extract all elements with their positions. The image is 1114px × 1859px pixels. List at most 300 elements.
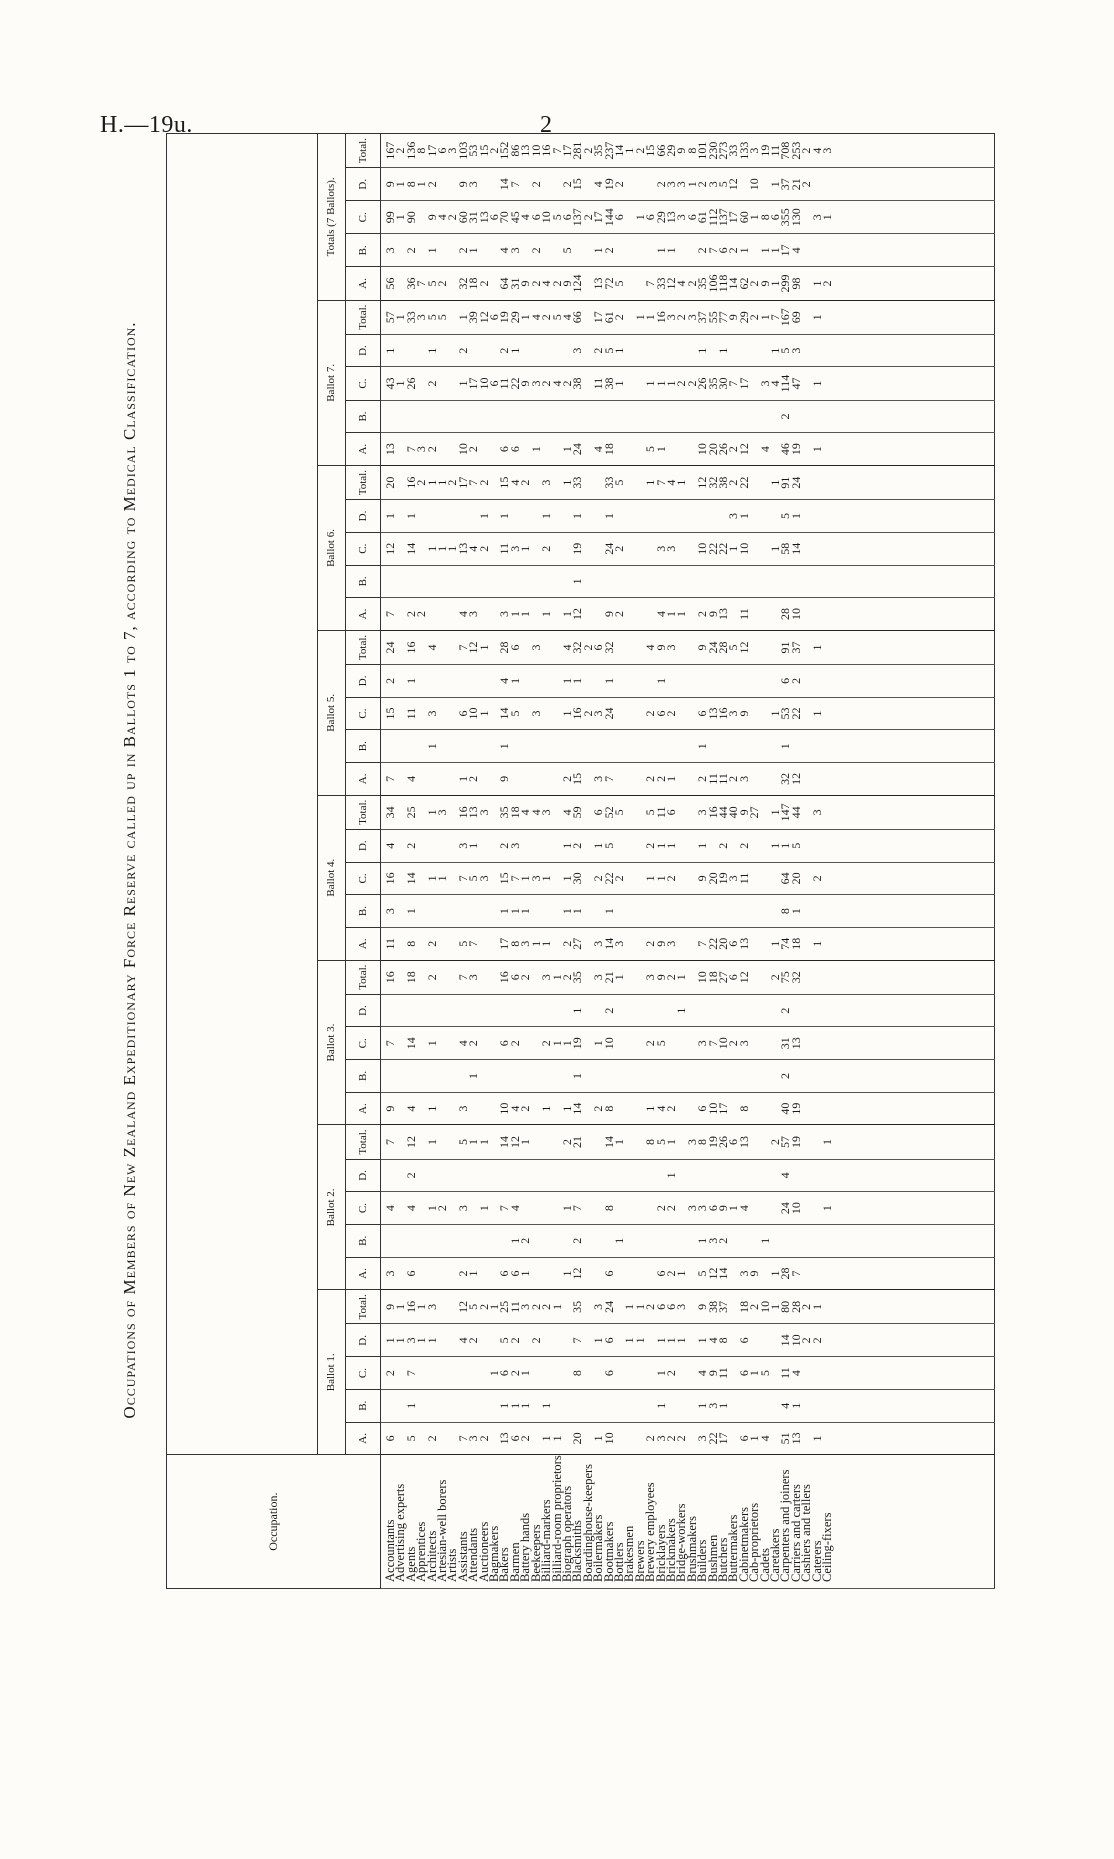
cell-value: 1 xyxy=(809,644,824,651)
cell-value xyxy=(822,401,832,433)
cell-value: 25 xyxy=(497,1300,512,1313)
cell-value xyxy=(822,566,832,598)
cell-value: 1 xyxy=(695,347,710,354)
cell-value: 2 xyxy=(601,247,616,254)
cell-value: 1 xyxy=(736,247,751,254)
cell-value: 19 xyxy=(788,1102,803,1115)
cell-value: 237 xyxy=(601,141,616,160)
cell-value: 18 xyxy=(466,277,481,290)
cell-value: 28 xyxy=(497,641,512,654)
cell-value: 6 xyxy=(663,809,678,816)
cell-value: 99 xyxy=(383,211,397,224)
cell-value: 1 xyxy=(778,842,793,849)
cell-value: 1 xyxy=(455,775,470,782)
cell-value: 2 xyxy=(653,775,668,782)
cell-value: 1 xyxy=(487,1370,502,1377)
cell-value: 167 xyxy=(383,141,397,160)
cell-value: 7 xyxy=(466,940,481,947)
cell-value: 4 xyxy=(435,214,450,221)
cell-value: 3 xyxy=(820,147,835,154)
cell-value: 4 xyxy=(507,1105,522,1112)
cell-value: 3 xyxy=(643,974,658,981)
cell-value: 12 xyxy=(736,443,751,456)
cell-value: 1 xyxy=(809,280,824,287)
cell-value: 18 xyxy=(403,971,418,984)
cell-value: 6 xyxy=(435,147,450,154)
cell-value: 9 xyxy=(424,214,439,221)
cell-value: 2 xyxy=(674,1435,689,1442)
subcolumn-header: Total. xyxy=(346,134,381,168)
occupation-name: Bridge-workers xyxy=(674,1503,689,1582)
cell-value: 9 xyxy=(726,314,741,321)
cell-value: 4 xyxy=(591,181,606,188)
cell-value: 8 xyxy=(414,147,429,154)
value-column xyxy=(381,201,995,234)
subcolumn-header: Total. xyxy=(346,960,381,994)
cell-value: 2 xyxy=(476,545,491,552)
cell-value: 24 xyxy=(788,476,803,489)
cell-value xyxy=(822,1290,832,1323)
cell-value: 4 xyxy=(466,545,481,552)
cell-value: 1 xyxy=(768,479,783,486)
cell-value: 1 xyxy=(549,1040,564,1047)
cell-value: 1 xyxy=(487,1303,502,1310)
cell-value: 1 xyxy=(695,1402,710,1409)
cell-value: 9 xyxy=(705,1370,720,1377)
subcolumn-header: B. xyxy=(346,234,381,267)
cell-value: 7 xyxy=(705,1040,720,1047)
cell-value: 2 xyxy=(591,1105,606,1112)
cell-value: 11 xyxy=(736,872,751,885)
cell-value: 6 xyxy=(653,1270,668,1277)
cell-value: 2 xyxy=(507,1040,522,1047)
cell-value: 5 xyxy=(653,1139,668,1146)
cell-value: 27 xyxy=(716,971,730,984)
ballot-group-header: Ballot 4. xyxy=(318,795,346,960)
cell-value: 4 xyxy=(591,446,606,453)
value-column xyxy=(381,763,995,796)
cell-value: 20 xyxy=(716,937,730,950)
occupation-header: Occupation. xyxy=(167,1455,381,1589)
cell-value: 2 xyxy=(518,1105,533,1112)
cell-value: 13 xyxy=(497,1432,512,1445)
cell-value: 19 xyxy=(757,144,772,157)
cell-value: 1 xyxy=(507,347,522,354)
cell-value: 9 xyxy=(695,1303,710,1310)
cell-value: 19 xyxy=(716,872,730,885)
subcolumn-header: Total. xyxy=(346,466,381,500)
cell-value: 103 xyxy=(455,141,470,160)
cell-value: 1 xyxy=(414,181,429,188)
cell-value: 6 xyxy=(497,446,512,453)
cell-value: 2 xyxy=(611,181,626,188)
cell-value: 1 xyxy=(424,247,439,254)
cell-value: 1 xyxy=(757,1237,772,1244)
cell-value: 1 xyxy=(570,1072,585,1079)
cell-value: 9 xyxy=(653,644,668,651)
cell-value: 2 xyxy=(611,545,626,552)
cell-value: 6 xyxy=(455,710,470,717)
cell-value: 8 xyxy=(601,1205,616,1212)
cell-value: 10 xyxy=(788,608,803,621)
occupation-name: Attendants xyxy=(466,1527,481,1582)
cell-value: 2 xyxy=(528,1303,543,1310)
cell-value: 12 xyxy=(570,608,585,621)
cell-value: 3 xyxy=(757,380,772,387)
cell-value: 1 xyxy=(663,611,678,618)
cell-value: 8 xyxy=(403,181,418,188)
cell-value: 1 xyxy=(653,1370,668,1377)
cell-value: 12 xyxy=(788,772,803,785)
cell-value: 3 xyxy=(663,644,678,651)
cell-value: 18 xyxy=(507,806,522,819)
cell-value: 6 xyxy=(736,1337,751,1344)
cell-value: 6 xyxy=(507,446,522,453)
cell-value: 13 xyxy=(466,806,481,819)
cell-value: 2 xyxy=(580,147,595,154)
cell-value: 6 xyxy=(528,214,543,221)
cell-value: 3 xyxy=(383,1270,397,1277)
cell-value: 2 xyxy=(611,314,626,321)
value-column xyxy=(381,1389,995,1422)
cell-value: 4 xyxy=(455,611,470,618)
cell-value: 14 xyxy=(788,542,803,555)
cell-value: 12 xyxy=(507,1136,522,1149)
cell-value: 7 xyxy=(466,479,481,486)
cell-value: 1 xyxy=(653,446,668,453)
cell-value: 1 xyxy=(559,1105,574,1112)
cell-value: 14 xyxy=(403,1037,418,1050)
cell-value: 3 xyxy=(507,247,522,254)
cell-value: 7 xyxy=(403,1370,418,1377)
occupation-name: Brushmakers xyxy=(684,1516,699,1582)
cell-value: 15 xyxy=(497,872,512,885)
cell-value: 10 xyxy=(747,178,762,191)
cell-value: 1 xyxy=(768,940,783,947)
cell-value: 3 xyxy=(788,347,803,354)
cell-value: 2 xyxy=(497,347,512,354)
cell-value: 3 xyxy=(663,940,678,947)
cell-value: 4 xyxy=(788,247,803,254)
cell-value: 37 xyxy=(716,1300,730,1313)
cell-value: 57 xyxy=(778,1136,793,1149)
occupation-name: Advertising experts xyxy=(393,1483,408,1582)
value-column xyxy=(381,895,995,928)
cell-value: 6 xyxy=(726,940,741,947)
cell-value: 2 xyxy=(559,380,574,387)
cell-value xyxy=(822,995,832,1027)
cell-value: 2 xyxy=(726,446,741,453)
subcolumn-header: C. xyxy=(346,1027,381,1060)
cell-value: 28 xyxy=(778,608,793,621)
cell-value: 3 xyxy=(809,214,824,221)
cell-value: 2 xyxy=(643,940,658,947)
cell-value: 1 xyxy=(632,1337,647,1344)
cell-value: 64 xyxy=(778,872,793,885)
cell-value: 1 xyxy=(768,1270,783,1277)
cell-value: 2 xyxy=(476,280,491,287)
occupation-name: Builders xyxy=(695,1539,710,1582)
cell-value: 2 xyxy=(435,1205,450,1212)
cell-value: 38 xyxy=(570,377,585,390)
cell-value: 1 xyxy=(507,1237,522,1244)
cell-value: 253 xyxy=(788,141,803,160)
cell-value: 1 xyxy=(611,380,626,387)
cell-value: 4 xyxy=(559,644,574,651)
cell-value: 61 xyxy=(601,311,616,324)
cell-value: 18 xyxy=(601,443,616,456)
value-column xyxy=(381,466,995,500)
subcolumn-row xyxy=(346,134,381,1589)
cell-value: 38 xyxy=(716,476,730,489)
cell-value: 3 xyxy=(663,181,678,188)
cell-value xyxy=(822,730,832,762)
cell-value: 32 xyxy=(705,476,720,489)
cell-value: 6 xyxy=(403,1270,418,1277)
cell-value: 2 xyxy=(414,479,429,486)
cell-value: 33 xyxy=(726,144,741,157)
cell-value: 16 xyxy=(383,971,397,984)
cell-value: 69 xyxy=(788,311,803,324)
cell-value: 2 xyxy=(663,875,678,882)
cell-value: 6 xyxy=(601,1337,616,1344)
cell-value: 1 xyxy=(643,1105,658,1112)
cell-value: 11 xyxy=(716,773,730,785)
cell-value: 3 xyxy=(528,380,543,387)
occupation-name: Auctioneers xyxy=(476,1521,491,1582)
cell-value: 9 xyxy=(747,1270,762,1277)
cell-value: 3 xyxy=(528,710,543,717)
subcolumn-header: C. xyxy=(346,862,381,895)
subcolumn-header: A. xyxy=(346,927,381,960)
cell-value: 26 xyxy=(716,443,730,456)
cell-value: 5 xyxy=(466,875,481,882)
cell-value: 24 xyxy=(601,707,616,720)
cell-value: 28 xyxy=(716,641,730,654)
cell-value: 7 xyxy=(788,1270,803,1277)
page-identifier: H.—19u. xyxy=(100,112,193,138)
cell-value: 2 xyxy=(507,1370,522,1377)
cell-value: 5 xyxy=(455,1139,470,1146)
cell-value: 1 xyxy=(518,1270,533,1277)
cell-value: 1 xyxy=(622,147,637,154)
cell-value: 17 xyxy=(716,1432,730,1445)
cell-value: 6 xyxy=(726,1139,741,1146)
cell-value: 2 xyxy=(663,1270,678,1277)
cell-value: 26 xyxy=(403,377,418,390)
cell-value: 1 xyxy=(559,1205,574,1212)
cell-value: 1 xyxy=(539,940,554,947)
cell-value: 24 xyxy=(705,641,720,654)
cell-value: 5 xyxy=(466,1303,481,1310)
cell-value: 4 xyxy=(424,644,439,651)
cell-value: 2 xyxy=(788,677,803,684)
cell-value: 14 xyxy=(570,1102,585,1115)
ballot-group-header: Ballot 3. xyxy=(318,960,346,1125)
cell-value: 28 xyxy=(788,1300,803,1313)
cell-value: 2 xyxy=(528,280,543,287)
cell-value: 5 xyxy=(424,280,439,287)
cell-value: 1 xyxy=(539,611,554,618)
cell-value: 7 xyxy=(653,479,668,486)
cell-value: 1 xyxy=(559,875,574,882)
value-column xyxy=(381,1422,995,1455)
cell-value: 1 xyxy=(518,1370,533,1377)
cell-value: 114 xyxy=(778,374,793,393)
cell-value: 2 xyxy=(580,214,595,221)
cell-value: 2 xyxy=(747,314,762,321)
cell-value: 7 xyxy=(497,1205,512,1212)
cell-value: 10 xyxy=(695,542,710,555)
cell-value xyxy=(822,796,832,829)
cell-value: 2 xyxy=(424,974,439,981)
cell-value xyxy=(822,1093,832,1125)
cell-value: 1 xyxy=(674,1270,689,1277)
cell-value: 1 xyxy=(570,512,585,519)
occupation-name: Cashiers and tellers xyxy=(799,1484,814,1582)
cell-value: 28 xyxy=(778,1267,793,1280)
cell-value: 16 xyxy=(383,872,397,885)
cell-value: 3 xyxy=(684,1205,699,1212)
cell-value: 3 xyxy=(466,974,481,981)
cell-value: 6 xyxy=(684,214,699,221)
cell-value: 2 xyxy=(820,280,835,287)
cell-value: 1 xyxy=(768,347,783,354)
cell-value: 22 xyxy=(736,476,751,489)
cell-value: 1 xyxy=(643,314,658,321)
cell-value: 8 xyxy=(507,940,522,947)
cell-value: 2 xyxy=(643,1303,658,1310)
cell-value: 5 xyxy=(611,280,626,287)
value-column xyxy=(381,234,995,267)
cell-value: 1 xyxy=(663,247,678,254)
cell-value: 3 xyxy=(695,809,710,816)
occupation-name: Bricklayers xyxy=(653,1524,668,1582)
subcolumn-header: A. xyxy=(346,598,381,631)
cell-value: 1 xyxy=(632,1303,647,1310)
cell-value xyxy=(822,335,832,367)
cell-value: 6 xyxy=(497,1040,512,1047)
cell-value: 20 xyxy=(788,872,803,885)
cell-value: 2 xyxy=(424,940,439,947)
cell-value: 8 xyxy=(695,1139,710,1146)
cell-value: 2 xyxy=(663,974,678,981)
cell-value: 1 xyxy=(466,842,481,849)
cell-value: 1 xyxy=(445,545,460,552)
cell-value: 14 xyxy=(497,178,512,191)
cell-value: 2 xyxy=(663,710,678,717)
cell-value: 3 xyxy=(736,775,751,782)
cell-value: 2 xyxy=(383,1370,397,1377)
cell-value: 22 xyxy=(788,707,803,720)
cell-value: 1 xyxy=(435,479,450,486)
cell-value: 32 xyxy=(570,641,585,654)
table-row xyxy=(381,134,995,1589)
cell-value: 3 xyxy=(507,545,522,552)
cell-value: 1 xyxy=(539,875,554,882)
cell-value: 29 xyxy=(653,211,668,224)
cell-value: 37 xyxy=(788,641,803,654)
cell-value: 1 xyxy=(539,1105,554,1112)
cell-value: 3 xyxy=(591,710,606,717)
cell-value: 13 xyxy=(663,211,678,224)
cell-value: 77 xyxy=(716,311,730,324)
subcolumn-header: Total. xyxy=(346,1290,381,1324)
cell-value: 5 xyxy=(653,1040,668,1047)
cell-value: 24 xyxy=(570,443,585,456)
cell-value: 11 xyxy=(768,144,783,157)
cell-value: 7 xyxy=(383,1139,397,1146)
occupation-name: Biograph operators xyxy=(559,1485,574,1582)
cell-value: 66 xyxy=(653,144,668,157)
cell-value: 11 xyxy=(705,773,720,785)
cell-value: 2 xyxy=(611,875,626,882)
cell-value: 2 xyxy=(684,280,699,287)
cell-value: 1 xyxy=(643,875,658,882)
cell-value: 33 xyxy=(601,476,616,489)
cell-value: 12 xyxy=(383,542,397,555)
cell-value: 1 xyxy=(601,512,616,519)
cell-value: 1 xyxy=(591,1040,606,1047)
subcolumn-header: D. xyxy=(346,829,381,862)
cell-value xyxy=(822,698,832,730)
cell-value: 299 xyxy=(778,274,793,293)
cell-value: 4 xyxy=(788,1370,803,1377)
cell-value: 2 xyxy=(799,147,814,154)
cell-value: 14 xyxy=(726,277,741,290)
cell-value: 20 xyxy=(705,872,720,885)
cell-value: 9 xyxy=(497,775,512,782)
cell-value: 12 xyxy=(570,1267,585,1280)
cell-value: 10 xyxy=(497,1102,512,1115)
cell-value: 1 xyxy=(466,1072,481,1079)
cell-value xyxy=(822,895,832,927)
cell-value: 1 xyxy=(695,743,710,750)
cell-value: 1 xyxy=(383,512,397,519)
value-column xyxy=(381,1225,995,1258)
occupation-name: Cadets xyxy=(757,1547,772,1582)
cell-value: 2 xyxy=(497,842,512,849)
cell-value: 4 xyxy=(559,809,574,816)
cell-value: 6 xyxy=(591,644,606,651)
cell-value: 1 xyxy=(424,1139,439,1146)
cell-value: 14 xyxy=(497,1136,512,1149)
cell-value: 167 xyxy=(778,308,793,327)
cell-value: 17 xyxy=(726,211,741,224)
value-column xyxy=(381,795,995,829)
cell-value: 4 xyxy=(768,380,783,387)
cell-value: 9 xyxy=(705,611,720,618)
cell-value: 7 xyxy=(455,875,470,882)
cell-value: 6 xyxy=(507,974,522,981)
cell-value: 2 xyxy=(445,214,460,221)
cell-value: 4 xyxy=(757,1435,772,1442)
cell-value: 1 xyxy=(476,1205,491,1212)
cell-value: 6 xyxy=(653,1303,668,1310)
cell-value: 1 xyxy=(684,181,699,188)
cell-value: 2 xyxy=(476,1435,491,1442)
cell-value: 5 xyxy=(559,247,574,254)
cell-value: 2 xyxy=(663,1105,678,1112)
cell-value: 5 xyxy=(403,1435,418,1442)
cell-value: 22 xyxy=(705,937,720,950)
cell-value: 1 xyxy=(539,1435,554,1442)
cell-value: 1 xyxy=(403,677,418,684)
cell-value: 1 xyxy=(497,743,512,750)
cell-value: 4 xyxy=(643,644,658,651)
cell-value: 1 xyxy=(518,875,533,882)
cell-value: 6 xyxy=(601,1270,616,1277)
